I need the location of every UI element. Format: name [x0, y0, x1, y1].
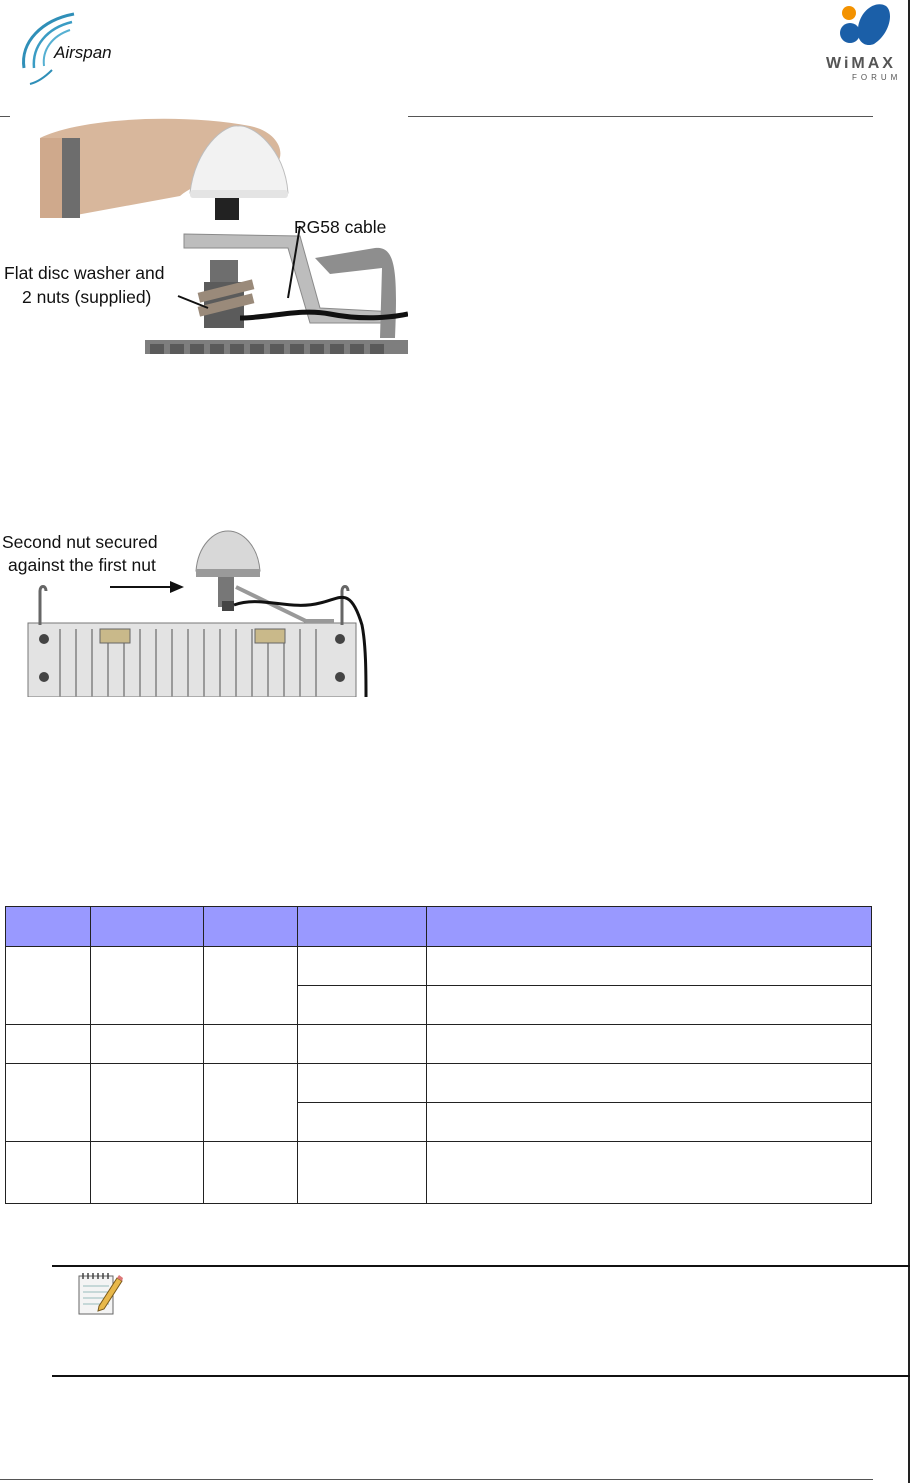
table-cell	[204, 1142, 298, 1204]
table-cell	[427, 986, 872, 1025]
notepad-pencil-icon	[77, 1270, 123, 1316]
table-cell	[204, 1064, 298, 1142]
wimax-forum-logo	[820, 0, 905, 88]
table-header-cell	[204, 907, 298, 947]
table-cell	[204, 1025, 298, 1064]
table-cell	[298, 1142, 427, 1204]
header-rule	[408, 116, 873, 117]
table-header-cell	[91, 907, 204, 947]
logo-orange-dot	[842, 6, 856, 20]
table-cell	[91, 1025, 204, 1064]
callout-two-nuts: 2 nuts (supplied)	[22, 287, 152, 307]
table-cell	[6, 947, 91, 1025]
table-row	[6, 1025, 872, 1064]
table-cell	[298, 1103, 427, 1142]
table-cell	[91, 1142, 204, 1204]
gps-antenna-installed-photo	[0, 525, 368, 697]
airspan-logo-text: Airspan	[54, 43, 112, 62]
table-cell	[298, 1025, 427, 1064]
gps-antenna-mounting-photo	[0, 118, 408, 354]
table-cell	[204, 947, 298, 1025]
table-header-row	[6, 907, 872, 947]
table-cell	[298, 947, 427, 986]
logo-blue-dot-small	[840, 23, 860, 43]
table-cell	[427, 1025, 872, 1064]
table-cell	[298, 1064, 427, 1103]
wimax-word: WiMAX	[826, 55, 896, 72]
table-cell	[91, 1064, 204, 1142]
table-cell	[427, 1142, 872, 1204]
table-cell	[6, 1064, 91, 1142]
table-row	[6, 947, 872, 986]
specification-table	[5, 906, 872, 1204]
table-header-cell	[298, 907, 427, 947]
table-cell	[427, 947, 872, 986]
table-cell	[91, 947, 204, 1025]
callout-flat-disc-washer: Flat disc washer and	[4, 263, 165, 283]
table-cell	[427, 1064, 872, 1103]
callout-against-first-nut: against the first nut	[8, 555, 156, 575]
table-row	[6, 1142, 872, 1204]
table-cell	[427, 1103, 872, 1142]
table-header-cell	[6, 907, 91, 947]
forum-word: FORUM	[852, 73, 902, 82]
table-cell	[6, 1025, 91, 1064]
table-cell	[6, 1142, 91, 1204]
table-header-cell	[427, 907, 872, 947]
callout-rg58-cable: RG58 cable	[294, 217, 387, 237]
table-cell	[298, 986, 427, 1025]
note-rule-bottom	[52, 1375, 910, 1377]
note-rule-top	[52, 1265, 910, 1267]
callout-second-nut: Second nut secured	[2, 532, 158, 552]
table-row	[6, 1064, 872, 1103]
footer-rule	[0, 1479, 873, 1480]
header-rule-left	[0, 116, 10, 117]
airspan-logo	[12, 10, 152, 90]
